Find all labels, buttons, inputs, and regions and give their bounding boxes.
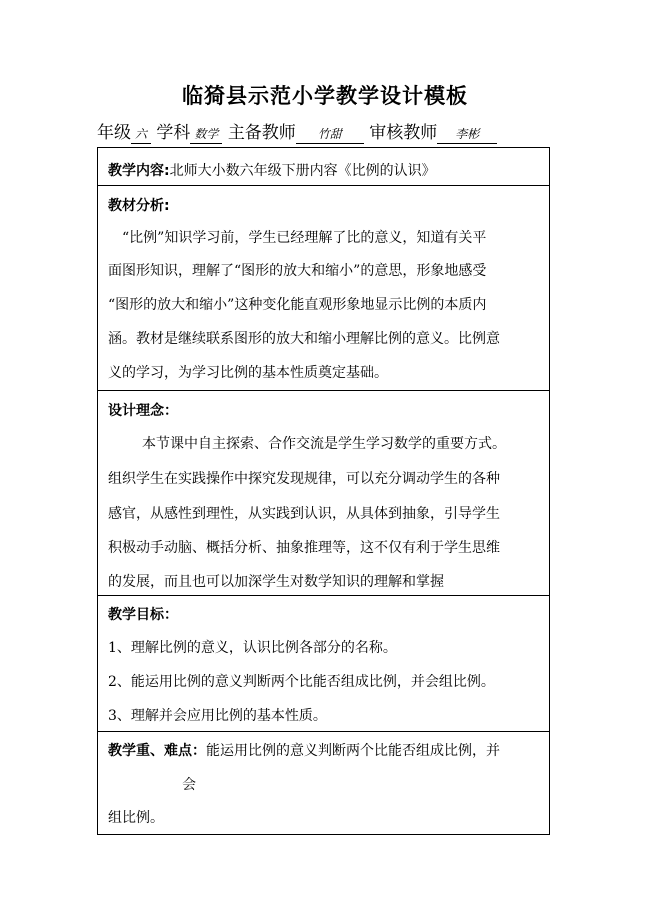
goal-item: 1、理解比例的意义，认识比例各部分的名称。 [108, 640, 397, 656]
main-teacher-label: 主备教师 [227, 123, 296, 143]
subject-label: 学科 [156, 123, 191, 143]
divider [98, 185, 549, 186]
content-label: 教学内容: [108, 163, 170, 179]
analysis-line: 面图形知识，理解了“图形的放大和缩小”的意思，形象地感受 [108, 263, 487, 279]
divider [98, 390, 549, 391]
divider [98, 595, 549, 596]
grade-label: 年级 [97, 123, 131, 143]
goals-label: 教学目标： [108, 607, 178, 623]
keypoints-text-end: 组比例。 [108, 810, 164, 826]
analysis-line: “图形的放大和缩小”这种变化能直观形象地显示比例的本质内 [108, 297, 487, 313]
analysis-label: 教材分析: [108, 198, 170, 214]
concept-line: 积极动手动脑、概括分析、抽象推理等，这不仅有利于学生思维 [108, 540, 500, 556]
divider [98, 731, 549, 732]
keypoints-label: 教学重、难点： [108, 743, 206, 759]
reviewer-label: 审核教师 [369, 123, 438, 143]
keypoints-row [108, 740, 539, 760]
content-row [108, 160, 539, 180]
keypoints-text: 能运用比例的意义判断两个比能否组成比例，并 [206, 743, 500, 759]
keypoints-text-wrap: 会 [182, 777, 196, 793]
concept-line: 组织学生在实践操作中探究发现规律，可以充分调动学生的各种 [108, 471, 500, 487]
analysis-line: “比例”知识学习前，学生已经理解了比的意义，知道有关平 [122, 230, 487, 246]
concept-line: 感官，从感性到理性，从实践到认识，从具体到抽象，引导学生 [108, 506, 500, 522]
concept-label-row [108, 400, 539, 420]
reviewer-value: 李彬 [437, 125, 497, 144]
goals-label-row [108, 604, 539, 624]
lesson-plan-table [97, 147, 550, 835]
goal-item: 3、理解并会应用比例的基本性质。 [108, 708, 327, 724]
goal-item: 2、能运用比例的意义判断两个比能否组成比例，并会组比例。 [108, 674, 495, 690]
analysis-line: 义的学习，为学习比例的基本性质奠定基础。 [108, 365, 388, 381]
concept-line: 的发展，而且也可以加深学生对数学知识的理解和掌握 [108, 574, 444, 590]
main-teacher-value: 竹甜 [296, 125, 364, 144]
grade-value: 六 [131, 125, 151, 144]
header-info-line [97, 118, 497, 144]
page-title: 临猗县示范小学教学设计模板 [182, 84, 468, 108]
concept-label: 设计理念： [108, 403, 178, 419]
analysis-label-row [108, 195, 539, 215]
analysis-line: 涵。教材是继续联系图形的放大和缩小理解比例的意义。比例意 [108, 331, 500, 347]
subject-value: 数学 [190, 125, 222, 144]
content-text: 北师大小数六年级下册内容《比例的认识》 [169, 163, 436, 179]
concept-line: 本节课中自主探索、合作交流是学生学习数学的重要方式。 [142, 436, 506, 452]
